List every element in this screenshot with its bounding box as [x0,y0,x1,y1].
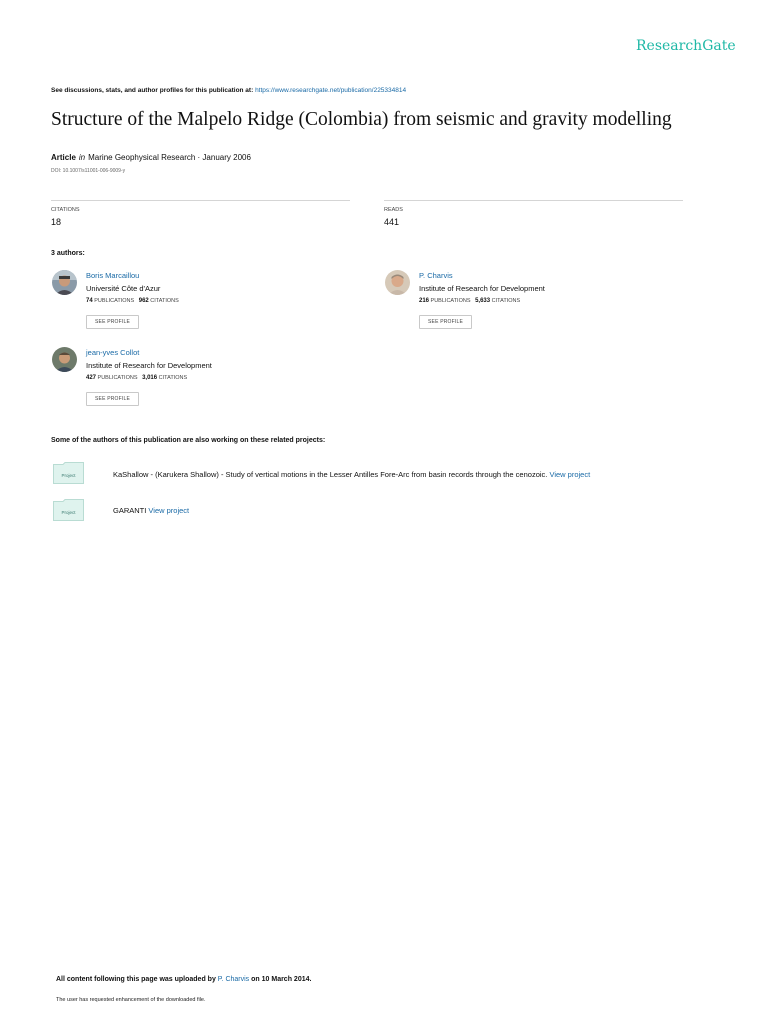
view-project-link[interactable]: View project [148,506,190,515]
project-folder-icon [53,462,84,484]
project-description [113,470,590,479]
citations-count: 18 [51,217,62,227]
project-icon-label: Project [61,510,76,515]
author-citations-count: 5,633 [475,298,491,304]
see-profile-button[interactable]: SEE PROFILE [86,315,139,329]
researchgate-logo[interactable]: ResearchGate [636,38,736,54]
avatar-p-charvis[interactable] [385,270,410,295]
related-projects-heading: Some of the authors of this publication are also working on these related projects: [51,437,326,444]
article-date: · January 2006 [197,153,251,162]
article-doi: DOI: 10.1007/s11001-006-9009-y [51,168,126,174]
reads-rule [384,200,683,201]
upload-prefix: All content following this page was uploaded by [56,976,218,983]
author-name-link[interactable]: Boris Marcaillou [86,271,140,280]
author-name-link[interactable]: jean-yves Collot [86,348,140,357]
view-project-link[interactable]: View project [549,470,591,479]
author-institution: Institute of Research for Development [419,284,545,293]
author-publications-count: 216 [419,298,430,304]
publications-label: PUBLICATIONS [430,298,471,304]
project-folder-icon [53,499,84,521]
see-discussions-text: See discussions, stats, and author profiles for this publication at: [51,87,256,94]
citations-label: CITATIONS [158,375,188,381]
enhancement-notice: The user has requested enhancement of the downloaded file. [56,997,206,1003]
citations-label: CITATIONS [491,298,521,304]
author-publications-count: 74 [86,298,93,304]
publication-title: Structure of the Malpelo Ridge (Colombia) from seismic and gravity modelling [51,109,672,130]
avatar-boris-marcaillou[interactable] [52,270,77,295]
see-discussions-line [51,87,406,94]
author-publications-count: 427 [86,375,97,381]
author-citations-count: 3,016 [142,375,158,381]
see-profile-button[interactable]: SEE PROFILE [86,392,139,406]
journal-name: Marine Geophysical Research [88,153,196,162]
author-citations-count: 962 [138,298,149,304]
reads-label: READS [384,207,403,213]
publications-label: PUBLICATIONS [97,375,138,381]
publications-label: PUBLICATIONS [94,298,135,304]
author-name-link[interactable]: P. Charvis [419,271,453,280]
author-institution: Université Côte d'Azur [86,284,161,293]
article-meta [51,153,251,162]
authors-heading: 3 authors: [51,250,85,257]
author-stats [86,375,187,381]
publication-url-link[interactable]: https://www.researchgate.net/publication/225334814 [255,87,407,94]
project-icon-label: Project [61,473,76,478]
article-type: Article [51,153,76,162]
reads-count: 441 [384,217,400,227]
citations-label: CITATIONS [150,298,179,304]
project-text: GARANTI [113,506,149,515]
project-description [113,506,189,515]
author-institution: Institute of Research for Development [86,361,212,370]
uploader-link[interactable]: P. Charvis [217,976,250,983]
upload-notice [56,976,311,983]
avatar-jean-yves-collot[interactable] [52,347,77,372]
article-in: in [78,153,86,162]
citations-rule [51,200,350,201]
author-stats [419,298,520,304]
see-profile-button[interactable]: SEE PROFILE [419,315,472,329]
upload-suffix: on 10 March 2014. [249,976,312,983]
citations-label: CITATIONS [51,207,80,213]
author-stats [86,298,179,304]
project-text: KaShallow - (Karukera Shallow) - Study of vertical motions in the Lesser Antilles Fore-Arc from basin records through the cenozoic. [113,470,550,479]
